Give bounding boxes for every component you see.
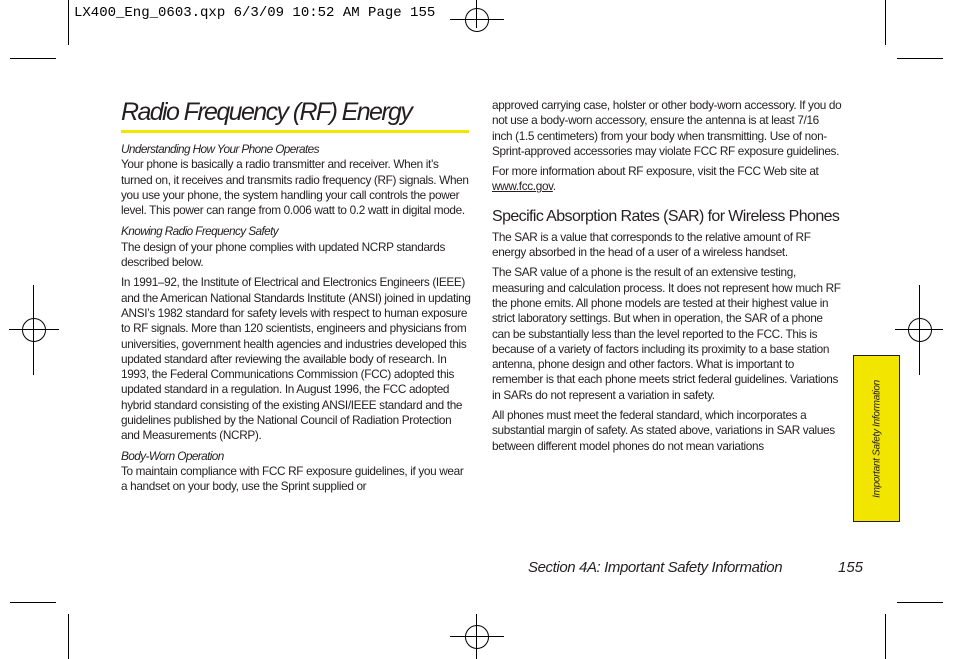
- crop-mark: [885, 0, 886, 45]
- registration-circle: [465, 8, 489, 32]
- crop-mark: [10, 58, 56, 59]
- registration-circle: [22, 318, 46, 342]
- left-column: [121, 142, 471, 500]
- title-underline: [121, 130, 469, 133]
- registration-circle: [465, 625, 489, 649]
- body-paragraph: The SAR value of a phone is the result of an extensive testing, measuring and calculation process. It does not represent how much RF the phone emits. All phone models are tested at their highest value in strict laboratory settings. But when in operation, the SAR of a phone can be substantially less than the level reported to the FCC. This is because of a variety of factors including its proximity to a base station antenna, phone design and other factors. What is important to remember is that each phone meets strict federal guidelines. Variations in SARs do not represent a variation in safety.: [492, 265, 841, 402]
- page-number: 155: [838, 559, 864, 576]
- crop-mark: [897, 602, 943, 603]
- section-heading: Understanding How Your Phone Operates: [121, 142, 319, 156]
- fcc-link[interactable]: www.fcc.gov: [492, 179, 553, 194]
- print-slug: LX400_Eng_0603.qxp 6/3/09 10:52 AM Page 155: [74, 5, 436, 21]
- page-title: Radio Frequency (RF) Energy: [121, 98, 412, 126]
- paragraph-text: approved carrying case, holster or other body-worn accessory. If you do not use a body-worn accessory, ensure the antenna is at least: [492, 98, 842, 128]
- registration-crosshair: [450, 636, 504, 637]
- registration-mark-right: [905, 315, 935, 345]
- registration-crosshair: [476, 614, 477, 659]
- body-paragraph: [492, 164, 842, 195]
- registration-mark-left: [19, 315, 49, 345]
- registration-circle: [908, 318, 932, 342]
- crop-mark: [885, 614, 886, 659]
- crop-mark: [10, 602, 56, 603]
- body-paragraph: In 1991–92, the Institute of Electrical and Electronics Engineers (IEEE) and the American National Standards Institute (ANSI) joined in updating ANSI’s 1982 standard for safety levels with respect to human exposure to RF signals. More than 120 scientists, engineers and physicians from universities, government health agencies and industries developed this updated standard after reviewing the available body of research. In 1993, the Federal Communications Commission (FCC) adopted this updated standard in a regulation. In August 1996, the FCC adopted hybrid standard consisting of the existing ANSI/IEEE standard and the guidelines published by the National Council of Radiation Protection and Measurements (NCRP).: [121, 275, 471, 443]
- section-heading: Body-Worn Operation: [121, 448, 224, 463]
- crop-mark: [897, 58, 943, 59]
- paragraph-text: For more information about RF exposure, visit the FCC Web site at: [492, 164, 819, 179]
- paragraph-text: .: [552, 179, 556, 194]
- body-paragraph: The SAR is a value that corresponds to the relative amount of RF energy absorbed in the head of a user of a wireless handset.: [492, 229, 811, 260]
- registration-mark-top: [462, 5, 492, 35]
- crop-mark: [68, 614, 69, 659]
- section-heading: Knowing Radio Frequency Safety: [121, 224, 279, 239]
- body-paragraph: Your phone is basically a radio transmitter and receiver. When it’s turned on, it receives and transmits radio frequency (RF) signals. When you use your phone, the system handling your call controls the power level. This power can range from 0.006 watt to 0.2 watt in digital mode.: [121, 157, 469, 218]
- footer-section-title: Section 4A: Important Safety Information: [528, 559, 783, 576]
- registration-mark-bottom: [462, 622, 492, 652]
- sar-heading: Specific Absorption Rates (SAR) for Wireless Phones: [492, 207, 840, 225]
- registration-crosshair: [476, 0, 477, 28]
- registration-crosshair: [919, 285, 920, 375]
- registration-crosshair: [450, 19, 504, 20]
- body-paragraph: The design of your phone complies with updated NCRP standards described below.: [121, 239, 446, 270]
- crop-mark: [68, 0, 69, 45]
- registration-crosshair: [9, 329, 59, 330]
- right-column: [492, 98, 842, 459]
- distance-value: 7/16 inch (1.5 centimeters): [492, 113, 819, 143]
- paragraph-text: from your body when transmitting. Use of non-Sprint-approved accessories may violate FCC RF exposure guidelines.: [492, 128, 840, 158]
- side-tab-label: Important Safety Information: [871, 379, 882, 498]
- body-paragraph: [492, 98, 842, 159]
- body-paragraph: All phones must meet the federal standard, which incorporates a substantial margin of safety. As stated above, variations in SAR values between different model phones do not mean variations: [492, 408, 835, 453]
- registration-crosshair: [33, 285, 34, 375]
- section-side-tab: [853, 355, 900, 522]
- body-paragraph: To maintain compliance with FCC RF exposure guidelines, if you wear a handset on your body, use the Sprint supplied or: [121, 463, 464, 494]
